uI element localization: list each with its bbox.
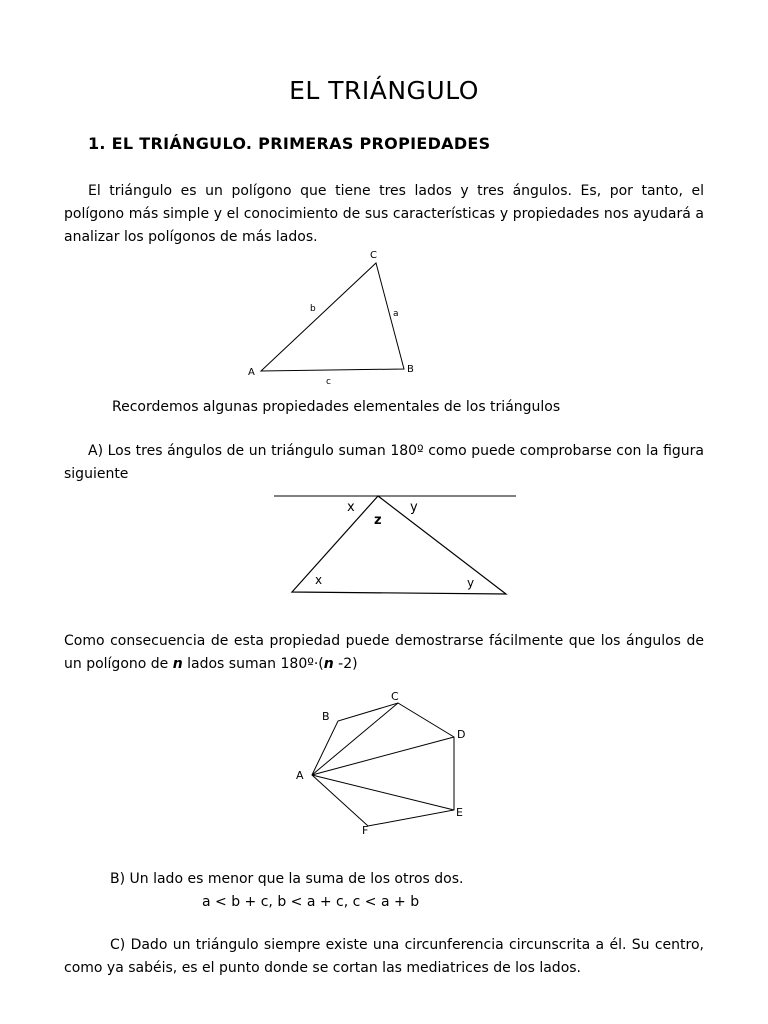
hexagon-figure [290, 685, 480, 845]
angle-label-z: z [374, 513, 382, 528]
angle-label-x-bottom: x [315, 573, 323, 587]
consequence-text-end: -2) [333, 656, 358, 672]
variable-n: n [323, 656, 334, 672]
section-heading: 1. EL TRIÁNGULO. PRIMERAS PROPIEDADES [88, 134, 491, 153]
vertex-label-f: F [362, 824, 369, 837]
property-a-text: A) Los tres ángulos de un triángulo suman 180º como puede comprobarse con la figura siguiente [64, 443, 704, 482]
side-label-b: b [310, 304, 316, 314]
inequalities: a < b + c, b < a + c, c < a + b [202, 894, 420, 910]
consequence-text [64, 630, 704, 676]
vertex-label-a: A [248, 367, 255, 378]
property-b-text: B) Un lado es menor que la suma de los otros dos. [110, 871, 464, 887]
property-c-text: C) Dado un triángulo siempre existe una circunferencia circunscrita a él. Su centro, como ya sabéis, es el punto donde se cortan las mediatrices de los lados. [64, 937, 704, 976]
angle-label-y-bottom: y [467, 576, 475, 590]
consequence-text-start: Como consecuencia de esta propiedad puede demostrarse fácilmente que los ángulos de un polígono de [64, 633, 704, 672]
diagonal-ad [312, 737, 454, 775]
side-label-c: c [326, 377, 331, 387]
vertex-label-c: C [391, 690, 399, 703]
vertex-label-d: D [457, 728, 466, 741]
intro-paragraph: El triángulo es un polígono que tiene tres lados y tres ángulos. Es, por tanto, el polígono más simple y el conocimiento de sus características y propiedades nos ayudará a analizar los polígonos de más lados. [64, 183, 704, 245]
vertex-label-c: C [370, 250, 377, 261]
recall-text: Recordemos algunas propiedades elementales de los triángulos [112, 399, 561, 415]
consequence-text-middle: lados suman 180º·( [182, 656, 324, 672]
variable-n: n [172, 656, 183, 672]
side-label-a: a [393, 309, 399, 319]
vertex-label-a: A [296, 769, 304, 782]
vertex-label-e: E [456, 806, 463, 819]
angle-label-y-top: y [410, 500, 418, 515]
triangle-abc-figure [240, 248, 430, 388]
page-title: EL TRIÁNGULO [289, 76, 479, 105]
vertex-label-b: B [407, 364, 414, 375]
vertex-label-b: B [322, 710, 330, 723]
angle-sum-figure [270, 488, 520, 600]
diagonal-ae [312, 775, 454, 810]
hexagon [312, 703, 454, 826]
triangle-abc [261, 263, 404, 371]
angle-label-x-top: x [347, 500, 355, 515]
